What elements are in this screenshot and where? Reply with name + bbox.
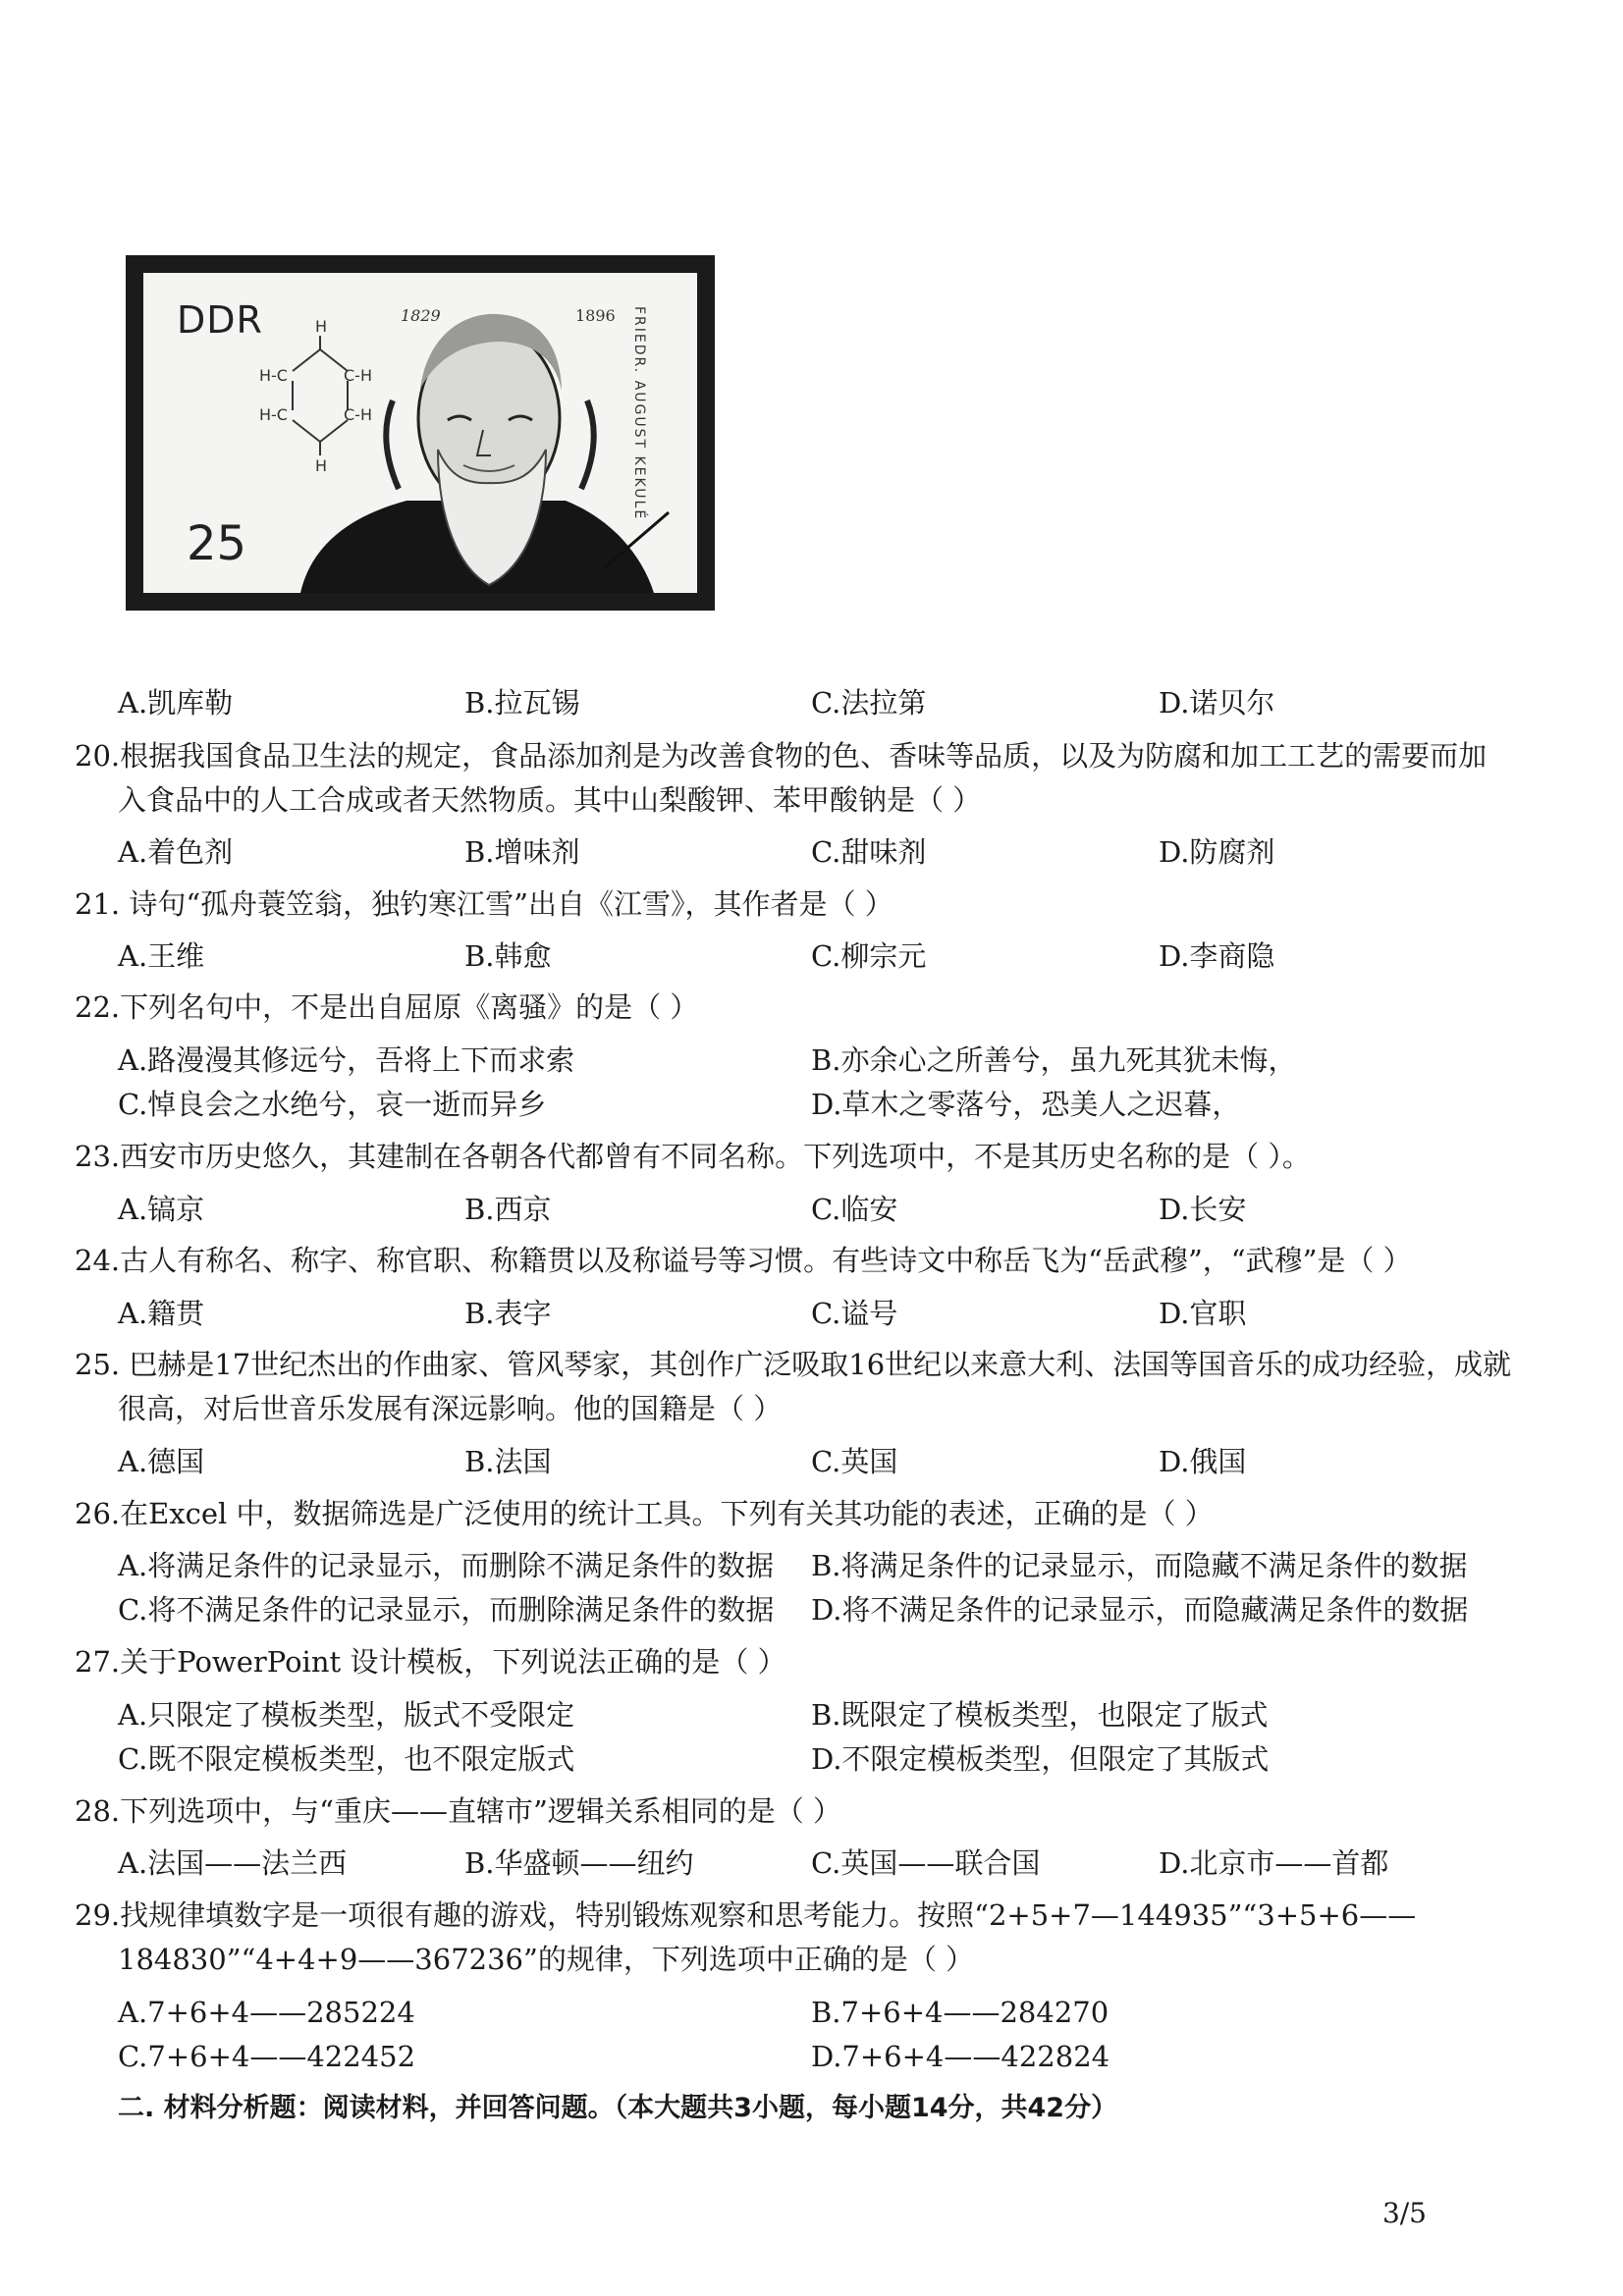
q26-option-b: B.将满足条件的记录显示，而隐藏不满足条件的数据 bbox=[811, 1549, 1468, 1582]
q24-option-b: B.表字 bbox=[464, 1297, 552, 1330]
q23-stem: 23.西安市历史悠久，其建制在各朝各代都曾有不同名称。下列选项中，不是其历史名称的是（ ）。 bbox=[75, 1140, 1311, 1173]
atom-ch-right-1: C-H bbox=[344, 366, 372, 385]
q26-option-d: D.将不满足条件的记录显示，而隐藏满足条件的数据 bbox=[811, 1593, 1469, 1627]
atom-h-bottom: H bbox=[315, 456, 328, 475]
portrait-figure bbox=[300, 314, 669, 593]
q28-option-c: C.英国——联合国 bbox=[811, 1846, 1041, 1880]
q29-stem-line2: 184830”“4+4+9——367236”的规律，下列选项中正确的是（ ） bbox=[118, 1943, 975, 1976]
q25-option-b: B.法国 bbox=[464, 1445, 552, 1478]
q29-option-c: C.7+6+4——422452 bbox=[118, 2040, 416, 2073]
q19-option-c: C.法拉第 bbox=[811, 686, 927, 720]
q22-stem: 22.下列名句中，不是出自屈原《离骚》的是（ ） bbox=[75, 990, 699, 1024]
q29-option-d: D.7+6+4——422824 bbox=[811, 2040, 1110, 2073]
atom-hc-left-2: H-C bbox=[259, 405, 288, 424]
q23-option-d: D.长安 bbox=[1159, 1193, 1247, 1226]
q24-stem: 24.古人有称名、称字、称官职、称籍贯以及称谥号等习惯。有些诗文中称岳飞为“岳武穆”，“武穆”是（ ） bbox=[75, 1244, 1412, 1277]
q28-stem: 28.下列选项中，与“重庆——直辖市”逻辑关系相同的是（ ） bbox=[75, 1794, 841, 1828]
q19-option-b: B.拉瓦锡 bbox=[464, 686, 580, 720]
benzene-ring-icon bbox=[293, 336, 348, 455]
stamp-person-name: FRIEDR. AUGUST KEKULÉ bbox=[631, 306, 647, 521]
q27-option-b: B.既限定了模板类型，也限定了版式 bbox=[811, 1698, 1269, 1732]
stamp-face bbox=[143, 273, 697, 593]
q29-stem-line1: 29.找规律填数字是一项很有趣的游戏，特别锻炼观察和思考能力。按照“2+5+7—144935”“3+5+6—— bbox=[75, 1898, 1417, 1932]
q22-option-d: D.草木之零落兮，恐美人之迟暮， bbox=[811, 1088, 1241, 1121]
stamp-value: 25 bbox=[187, 516, 247, 571]
section-2-heading: 二. 材料分析题：阅读材料，并回答问题。（本大题共3小题，每小题14分，共42分） bbox=[118, 2093, 1118, 2123]
q21-option-a: A.王维 bbox=[118, 939, 205, 973]
q26-stem: 26.在Excel 中，数据筛选是广泛使用的统计工具。下列有关其功能的表述，正确的是（ ） bbox=[75, 1497, 1214, 1530]
q25-option-a: A.德国 bbox=[118, 1445, 205, 1478]
atom-hc-left-1: H-C bbox=[259, 366, 288, 385]
q22-option-c: C.悼良会之水绝兮，哀一逝而异乡 bbox=[118, 1088, 547, 1121]
q23-option-b: B.西京 bbox=[464, 1193, 552, 1226]
stamp-country: DDR bbox=[177, 298, 263, 342]
q21-option-d: D.李商隐 bbox=[1159, 939, 1275, 973]
q26-option-c: C.将不满足条件的记录显示，而删除满足条件的数据 bbox=[118, 1593, 775, 1627]
q28-option-a: A.法国——法兰西 bbox=[118, 1846, 348, 1880]
q27-option-c: C.既不限定模板类型，也不限定版式 bbox=[118, 1742, 575, 1776]
q25-option-d: D.俄国 bbox=[1159, 1445, 1247, 1478]
q20-option-b: B.增味剂 bbox=[464, 835, 580, 869]
q19-option-d: D.诺贝尔 bbox=[1159, 686, 1275, 720]
q20-option-a: A.着色剂 bbox=[118, 835, 234, 869]
atom-h-top: H bbox=[315, 317, 328, 336]
q24-option-d: D.官职 bbox=[1159, 1297, 1247, 1330]
q29-option-b: B.7+6+4——284270 bbox=[811, 1996, 1109, 2029]
page-number: 3/5 bbox=[1381, 2197, 1427, 2229]
q29-option-a: A.7+6+4——285224 bbox=[118, 1996, 415, 2029]
q21-option-b: B.韩愈 bbox=[464, 939, 552, 973]
stamp-year-birth: 1829 bbox=[401, 306, 441, 325]
q26-option-a: A.将满足条件的记录显示，而删除不满足条件的数据 bbox=[118, 1549, 775, 1582]
q24-option-c: C.谥号 bbox=[811, 1297, 898, 1330]
q21-stem: 21. 诗句“孤舟蓑笠翁，独钓寒江雪”出自《江雪》，其作者是（ ） bbox=[75, 887, 893, 921]
q27-stem: 27.关于PowerPoint 设计模板，下列说法正确的是（ ） bbox=[75, 1645, 786, 1679]
q24-option-a: A.籍贯 bbox=[118, 1297, 205, 1330]
q19-option-a: A.凯库勒 bbox=[118, 686, 234, 720]
q28-option-d: D.北京市——首都 bbox=[1159, 1846, 1389, 1880]
q20-option-c: C.甜味剂 bbox=[811, 835, 927, 869]
q25-option-c: C.英国 bbox=[811, 1445, 898, 1478]
q27-option-d: D.不限定模板类型，但限定了其版式 bbox=[811, 1742, 1270, 1776]
q20-option-d: D.防腐剂 bbox=[1159, 835, 1275, 869]
q23-option-a: A.镐京 bbox=[118, 1193, 205, 1226]
q20-stem-line1: 20.根据我国食品卫生法的规定，食品添加剂是为改善食物的色、香味等品质，以及为防腐和加工工艺的需要而加 bbox=[75, 739, 1488, 773]
atom-ch-right-2: C-H bbox=[344, 405, 372, 424]
q22-option-b: B.亦余心之所善兮，虽九死其犹未悔， bbox=[811, 1043, 1297, 1077]
q20-stem-line2: 入食品中的人工合成或者天然物质。其中山梨酸钾、苯甲酸钠是（ ） bbox=[118, 783, 982, 817]
q21-option-c: C.柳宗元 bbox=[811, 939, 927, 973]
stamp-year-death: 1896 bbox=[575, 306, 616, 325]
q27-option-a: A.只限定了模板类型，版式不受限定 bbox=[118, 1698, 575, 1732]
q25-stem-line1: 25. 巴赫是17世纪杰出的作曲家、管风琴家，其创作广泛吸取16世纪以来意大利、法国等国音乐的成功经验，成就 bbox=[75, 1348, 1512, 1381]
q28-option-b: B.华盛顿——纽约 bbox=[464, 1846, 694, 1880]
stamp-image bbox=[126, 255, 715, 611]
q23-option-c: C.临安 bbox=[811, 1193, 898, 1226]
q22-option-a: A.路漫漫其修远兮，吾将上下而求索 bbox=[118, 1043, 575, 1077]
q25-stem-line2: 很高，对后世音乐发展有深远影响。他的国籍是（ ） bbox=[118, 1392, 783, 1425]
